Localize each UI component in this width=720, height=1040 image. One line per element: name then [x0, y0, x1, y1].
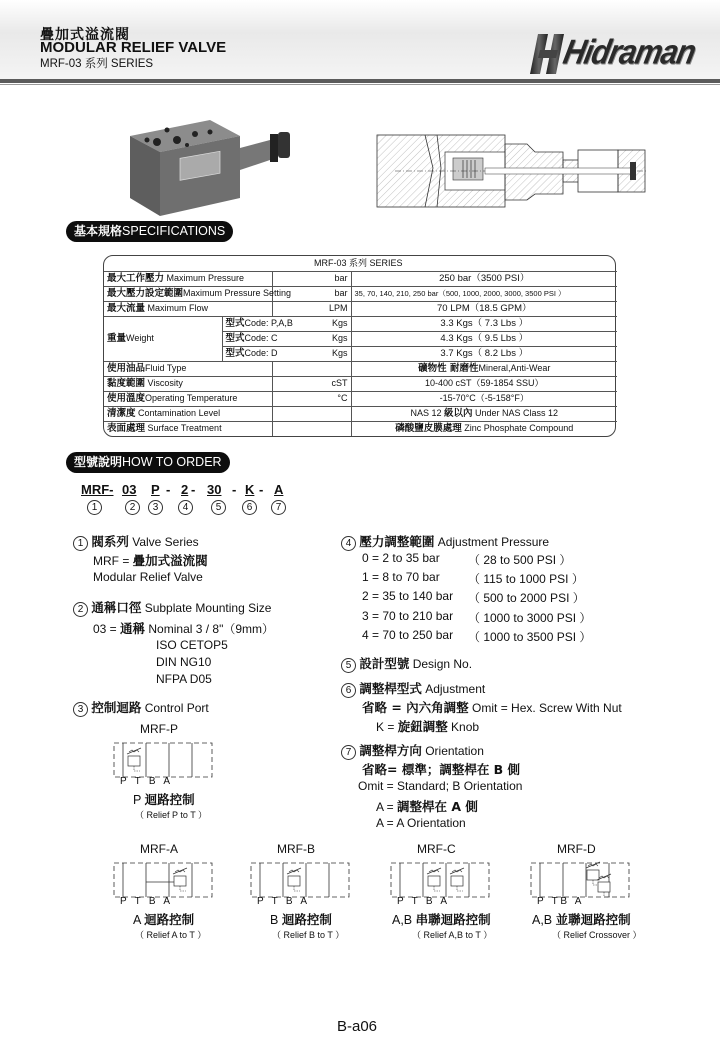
pressure-option-psi: （ 115 to 1000 PSI ） [468, 572, 584, 586]
symbol-caption: P 迴路控制 [133, 792, 195, 807]
spec-row: 黏度範圍 Viscosity cST 10-400 cST（59-1854 SSU） [104, 376, 617, 391]
symbol-title: MRF-D [557, 842, 596, 856]
symbol-title: MRF-C [417, 842, 456, 856]
hydraulic-symbol-icon [530, 862, 630, 898]
symbol-subcaption: （ Relief P to T ） [135, 810, 208, 820]
spec-row: 最大流量 Maximum Flow LPM 70 LPM（18.5 GPM） [104, 301, 617, 316]
cross-section-drawing [375, 132, 650, 210]
symbol-subcaption: （ Relief B to T ） [272, 930, 345, 940]
spec-row-weight: 重量Weight 型式Code: P,A,B Kgs 3.3 Kgs（ 7.3 Lbs ） [104, 316, 617, 331]
spec-header: MRF-03 系列 SERIES [104, 256, 617, 271]
spec-table [103, 255, 616, 437]
symbol-caption: A 迴路控制 [133, 912, 195, 927]
hydraulic-symbol-icon [113, 862, 213, 898]
port-labels: P T B A [120, 896, 171, 907]
spec-header-row [104, 256, 617, 271]
pressure-option-psi: （ 28 to 500 PSI ） [468, 553, 572, 567]
code-dash: - [166, 482, 171, 497]
symbol-caption: A,B 並聯迴路控制 [532, 912, 631, 927]
item-mounting-size: 2 通稱口徑 Subplate Mounting Size [73, 598, 271, 617]
code-part-adjustment: K [245, 482, 255, 497]
item-valve-series-desc: Modular Relief Valve [93, 570, 203, 584]
pressure-option: 1 = 8 to 70 bar [362, 570, 440, 584]
mounting-nfpa: NFPA D05 [156, 672, 212, 686]
code-part-size: 03 [122, 482, 137, 497]
hidraman-logo [528, 32, 698, 76]
code-number: 1 [87, 500, 102, 515]
orientation-a-zh: A = 調整桿在 A 側 [376, 799, 478, 814]
code-number: 2 [125, 500, 140, 515]
product-photo [125, 118, 295, 218]
header-rule-thin [0, 84, 720, 85]
port-labels: P T B A [537, 896, 582, 907]
mounting-din: DIN NG10 [156, 655, 212, 669]
code-number: 3 [148, 500, 163, 515]
hydraulic-symbol-icon [113, 742, 213, 778]
orientation-a-en: A = A Orientation [376, 816, 466, 830]
pressure-option: 4 = 70 to 250 bar [362, 628, 454, 642]
code-part-series: MRF- [81, 482, 114, 497]
hydraulic-symbol-icon [250, 862, 350, 898]
specifications-heading: 基本規格SPECIFICATIONS [66, 221, 233, 242]
symbol-title: MRF-B [277, 842, 315, 856]
code-dash: - [191, 482, 196, 497]
logo-text: Hidraman [560, 33, 699, 72]
spec-row-weight: 型式Code: D Kgs 3.7 Kgs（ 8.2 Lbs ） [104, 346, 617, 361]
code-number: 7 [271, 500, 286, 515]
item-adjustment: 6 調整桿型式 Adjustment [341, 679, 485, 698]
orientation-omit-en: Omit = Standard; B Orientation [358, 779, 523, 793]
pressure-option-psi: （ 1000 to 3500 PSI ） [468, 630, 592, 644]
code-number: 5 [211, 500, 226, 515]
item-valve-series-value: MRF = 疊加式溢流閥 [93, 553, 208, 568]
page-number: B-a06 [337, 1018, 378, 1035]
mounting-iso: ISO CETOP5 [156, 638, 228, 652]
spec-row: 清潔度 Contamination Level NAS 12 級以內 Under NAS Class 12 [104, 406, 617, 421]
code-number: 4 [178, 500, 193, 515]
adjustment-knob: K = 旋鈕調整 Knob [376, 719, 480, 734]
pressure-option: 2 = 35 to 140 bar [362, 589, 454, 603]
symbol-title: MRF-A [140, 842, 178, 856]
hydraulic-symbol-icon [390, 862, 490, 898]
pressure-option: 0 = 2 to 35 bar [362, 551, 440, 565]
symbol-subcaption: （ Relief Crossover ） [552, 930, 642, 940]
code-dash: - [232, 482, 237, 497]
code-part-design: 30 [207, 482, 222, 497]
port-labels: P T B A [120, 776, 171, 787]
title-zh: 疊加式溢流閥 [40, 27, 130, 43]
code-part-pressure: 2 [181, 482, 189, 497]
item-design-no: 5 設計型號 Design No. [341, 654, 472, 673]
spec-row-surface: 表面處理 Surface Treatment 磷酸鹽皮膜處理 Zinc Phosphate Compound [104, 421, 617, 436]
port-labels: P T B A [257, 896, 308, 907]
code-part-orientation: A [274, 482, 284, 497]
spec-row: 使用溫度Operating Temperature °C -15-70°C（-5-158°F） [104, 391, 617, 406]
series-label: MRF-03 系列 SERIES [40, 58, 154, 70]
symbol-caption: B 迴路控制 [270, 912, 332, 927]
item-control-port: 3 控制迴路 Control Port [73, 698, 209, 717]
item-adjustment-pressure: 4 壓力調整範圍 Adjustment Pressure [341, 532, 549, 551]
code-dash: - [259, 482, 264, 497]
pressure-option-psi: （ 500 to 2000 PSI ） [468, 591, 585, 605]
spec-row-weight: 型式Code: C Kgs 4.3 Kgs（ 9.5 Lbs ） [104, 331, 617, 346]
code-part-control: P [151, 482, 160, 497]
code-number: 6 [242, 500, 257, 515]
symbol-caption: A,B 串聯迴路控制 [392, 912, 491, 927]
spec-row: 使用油品Fluid Type 礦物性 耐磨性Mineral,Anti-Wear [104, 361, 617, 376]
symbol-subcaption: （ Relief A,B to T ） [412, 930, 493, 940]
header-rule [0, 79, 720, 83]
port-labels: P T B A [397, 896, 448, 907]
symbol-subcaption: （ Relief A to T ） [135, 930, 207, 940]
item-valve-series: 1 閥系列 Valve Series [73, 532, 199, 551]
page-title: MODULAR RELIEF VALVE [40, 39, 227, 56]
orientation-omit-zh: 省略= 標準；調整桿在 B 側 [362, 762, 521, 777]
adjustment-omit: 省略 = 內六角調整 Omit = Hex. Screw With Nut [362, 700, 622, 715]
spec-row: 最大工作壓力 Maximum Pressure bar 250 bar（3500 PSI） [104, 271, 617, 286]
spec-row: 最大壓力設定範圍Maximum Pressure Setting bar 35, 70, 140, 210, 250 bar（500, 1000, 2000, 3000, 3500 PSI ） [104, 286, 617, 301]
pressure-option-psi: （ 1000 to 3000 PSI ） [468, 611, 592, 625]
pressure-option: 3 = 70 to 210 bar [362, 609, 454, 623]
how-to-order-heading: 型號說明HOW TO ORDER [66, 452, 230, 473]
item-mounting-size-value: 03 = 通稱 Nominal 3 / 8"（9mm） [93, 621, 275, 636]
item-orientation: 7 調整桿方向 Orientation [341, 741, 484, 760]
symbol-title: MRF-P [140, 722, 178, 736]
